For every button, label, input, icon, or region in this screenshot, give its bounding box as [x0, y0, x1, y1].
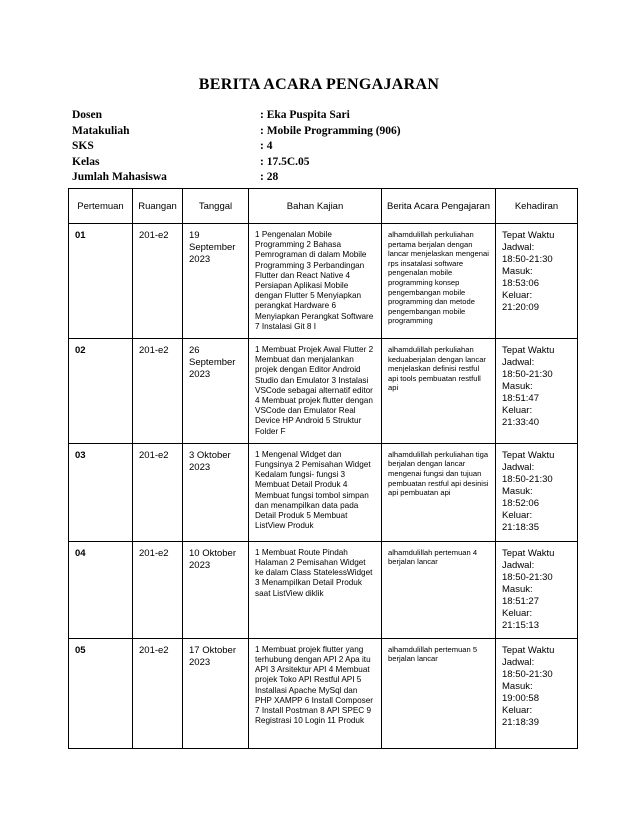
cell-tanggal: 3 Oktober 2023 — [183, 443, 249, 541]
berita-acara-table — [68, 188, 578, 749]
meta-label: SKS — [72, 140, 94, 152]
meta-label: Dosen — [72, 109, 103, 121]
kehadiran-jadwal-label: Jadwal: — [502, 559, 535, 571]
kehadiran-jadwal-label: Jadwal: — [502, 242, 535, 253]
cell-tanggal: 10 Oktober 2023 — [183, 541, 249, 638]
cell-ruangan: 201-e2 — [133, 638, 183, 748]
kehadiran-keluar-label: Keluar: — [502, 704, 533, 716]
header-tanggal: Tanggal — [183, 189, 249, 224]
header-kehadiran: Kehadiran — [496, 189, 578, 224]
cell-bahan-kajian: 1 Membuat projek flutter yang terhubung dengan API 2 Apa itu API 3 Arsitektur API 4 Membuat projek Toko API Restful API 5 Installasi Apache MySql dan PHP XAMPP 6 Install Composer 7 Install Postman 8 API SPEC 9 Registrasi 10 Login 11 Produk — [249, 638, 382, 748]
meta-value: : Mobile Programming (906) — [260, 124, 401, 137]
kehadiran-masuk: 18:51:47 — [502, 393, 539, 405]
meta-row-jumlah-mahasiswa — [72, 170, 572, 186]
kehadiran-masuk-label: Masuk: — [502, 266, 533, 277]
table-row — [69, 541, 578, 638]
kehadiran-masuk-label: Masuk: — [502, 680, 533, 692]
cell-pertemuan: 02 — [69, 339, 133, 444]
cell-berita-acara: alhamdulillah perkuliahan pertama berjalan dengan lancar menjelaskan mengenai rps insatalasi software pengenalan mobile programming konsep pengembangan mobile programming dan metode pengembangan mobile programming — [382, 224, 496, 339]
cell-tanggal: 26 September 2023 — [183, 339, 249, 444]
kehadiran-jadwal-label: Jadwal: — [502, 656, 535, 668]
meta-row-matakuliah — [72, 124, 572, 140]
cell-berita-acara: alhamdulillah perkuliahan tiga berjalan dengan lancar mengenai fungsi dan tujuan pembuatan restful api desinisi api pembuatan api — [382, 443, 496, 541]
kehadiran-masuk: 18:52:06 — [502, 497, 539, 509]
cell-berita-acara: alhamdulillah pertemuan 5 berjalan lancar — [382, 638, 496, 748]
cell-pertemuan: 05 — [69, 638, 133, 748]
cell-kehadiran — [496, 541, 578, 638]
cell-kehadiran — [496, 638, 578, 748]
cell-kehadiran — [496, 339, 578, 444]
kehadiran-jadwal: 18:50-21:30 — [502, 369, 553, 381]
meta-row-dosen — [72, 108, 572, 124]
meta-row-kelas — [72, 155, 572, 171]
table-row — [69, 443, 578, 541]
meta-label: Kelas — [72, 155, 100, 168]
kehadiran-keluar-label: Keluar: — [502, 607, 533, 619]
cell-ruangan: 201-e2 — [133, 224, 183, 339]
header-pertemuan: Pertemuan — [69, 189, 133, 224]
kehadiran-keluar-label: Keluar: — [502, 290, 533, 301]
header-ruangan: Ruangan — [133, 189, 183, 224]
kehadiran-masuk-label: Masuk: — [502, 381, 533, 393]
cell-tanggal: 17 Oktober 2023 — [183, 638, 249, 748]
kehadiran-jadwal: 18:50-21:30 — [502, 473, 553, 485]
kehadiran-status: Tepat Waktu — [502, 345, 555, 357]
meta-label: Jumlah Mahasiswa — [72, 171, 167, 183]
cell-pertemuan: 03 — [69, 443, 133, 541]
meta-row-sks — [72, 139, 572, 155]
cell-kehadiran — [496, 443, 578, 541]
kehadiran-jadwal: 18:50-21:30 — [502, 254, 553, 265]
kehadiran-keluar: 21:15:13 — [502, 619, 539, 631]
cell-pertemuan: 01 — [69, 224, 133, 339]
kehadiran-masuk-label: Masuk: — [502, 485, 533, 497]
meta-value: : 17.5C.05 — [260, 155, 310, 168]
cell-pertemuan: 04 — [69, 541, 133, 638]
kehadiran-keluar: 21:33:40 — [502, 417, 539, 429]
cell-bahan-kajian: 1 Membuat Route Pindah Halaman 2 Pemisahan Widget ke dalam Class StatelessWidget 3 Menampilkan Detail Produk saat ListView diklik — [249, 541, 382, 638]
kehadiran-keluar: 21:18:39 — [502, 716, 539, 728]
cell-ruangan: 201-e2 — [133, 443, 183, 541]
kehadiran-masuk: 18:51:27 — [502, 595, 539, 607]
kehadiran-keluar: 21:20:09 — [502, 302, 539, 313]
cell-bahan-kajian: 1 Membuat Projek Awal Flutter 2 Membuat dan menjalankan projek dengan Editor Android Studio dan Emulator 3 Instalasi VSCode sebagai alternatif editor 4 Membuat projek flutter dengan VSCode dan Emulator Real Device HP Android 5 Struktur Folder F — [249, 339, 382, 444]
meta-label: Matakuliah — [72, 124, 130, 137]
cell-bahan-kajian: 1 Pengenalan Mobile Programming 2 Bahasa Pemrograman di dalam Mobile Programming 3 Perbandingan Flutter dan React Native 4 Persiapan Aplikasi Mobile dengan Flutter 5 Menyiapkan perangkat Hardware 6 Menyiapkan Perangkat Software 7 Instalasi Git 8 I — [249, 224, 382, 339]
kehadiran-jadwal: 18:50-21:30 — [502, 571, 553, 583]
header-berita-acara: Berita Acara Pengajaran — [382, 189, 496, 224]
kehadiran-keluar-label: Keluar: — [502, 509, 533, 521]
header-bahan-kajian: Bahan Kajian — [249, 189, 382, 224]
kehadiran-jadwal: 18:50-21:30 — [502, 668, 553, 680]
kehadiran-status: Tepat Waktu — [502, 449, 555, 461]
cell-bahan-kajian: 1 Mengenal Widget dan Fungsinya 2 Pemisahan Widget Kedalam fungsi- fungsi 3 Membuat Detail Produk 4 Membuat fungsi tombol simpan dan menampilkan data pada Detail Produk 5 Membuat ListView Produk — [249, 443, 382, 541]
kehadiran-masuk: 19:00:58 — [502, 692, 539, 704]
kehadiran-jadwal-label: Jadwal: — [502, 357, 535, 369]
meta-value: : 28 — [260, 171, 279, 183]
cell-ruangan: 201-e2 — [133, 541, 183, 638]
table-header-row — [69, 189, 578, 224]
meta-value: : 4 — [260, 140, 273, 152]
kehadiran-masuk-label: Masuk: — [502, 583, 533, 595]
kehadiran-jadwal-label: Jadwal: — [502, 461, 535, 473]
kehadiran-keluar: 21:18:35 — [502, 521, 539, 533]
kehadiran-status: Tepat Waktu — [502, 230, 555, 241]
table-row — [69, 224, 578, 339]
meta-info — [72, 108, 572, 186]
kehadiran-keluar-label: Keluar: — [502, 405, 533, 417]
kehadiran-status: Tepat Waktu — [502, 547, 555, 559]
cell-tanggal: 19 September 2023 — [183, 224, 249, 339]
table-row — [69, 638, 578, 748]
cell-berita-acara: alhamdulillah pertemuan 4 berjalan lancar — [382, 541, 496, 638]
table-row — [69, 339, 578, 444]
kehadiran-masuk: 18:53:06 — [502, 278, 539, 289]
cell-kehadiran — [496, 224, 578, 339]
document-title: BERITA ACARA PENGAJARAN — [198, 76, 440, 93]
kehadiran-status: Tepat Waktu — [502, 644, 555, 656]
meta-value: : Eka Puspita Sari — [260, 109, 350, 121]
cell-berita-acara: alhamdulillah perkuliahan keduaberjalan dengan lancar menjelaskan definisi restful api tools pembuatan restfull api — [382, 339, 496, 444]
cell-ruangan: 201-e2 — [133, 339, 183, 444]
